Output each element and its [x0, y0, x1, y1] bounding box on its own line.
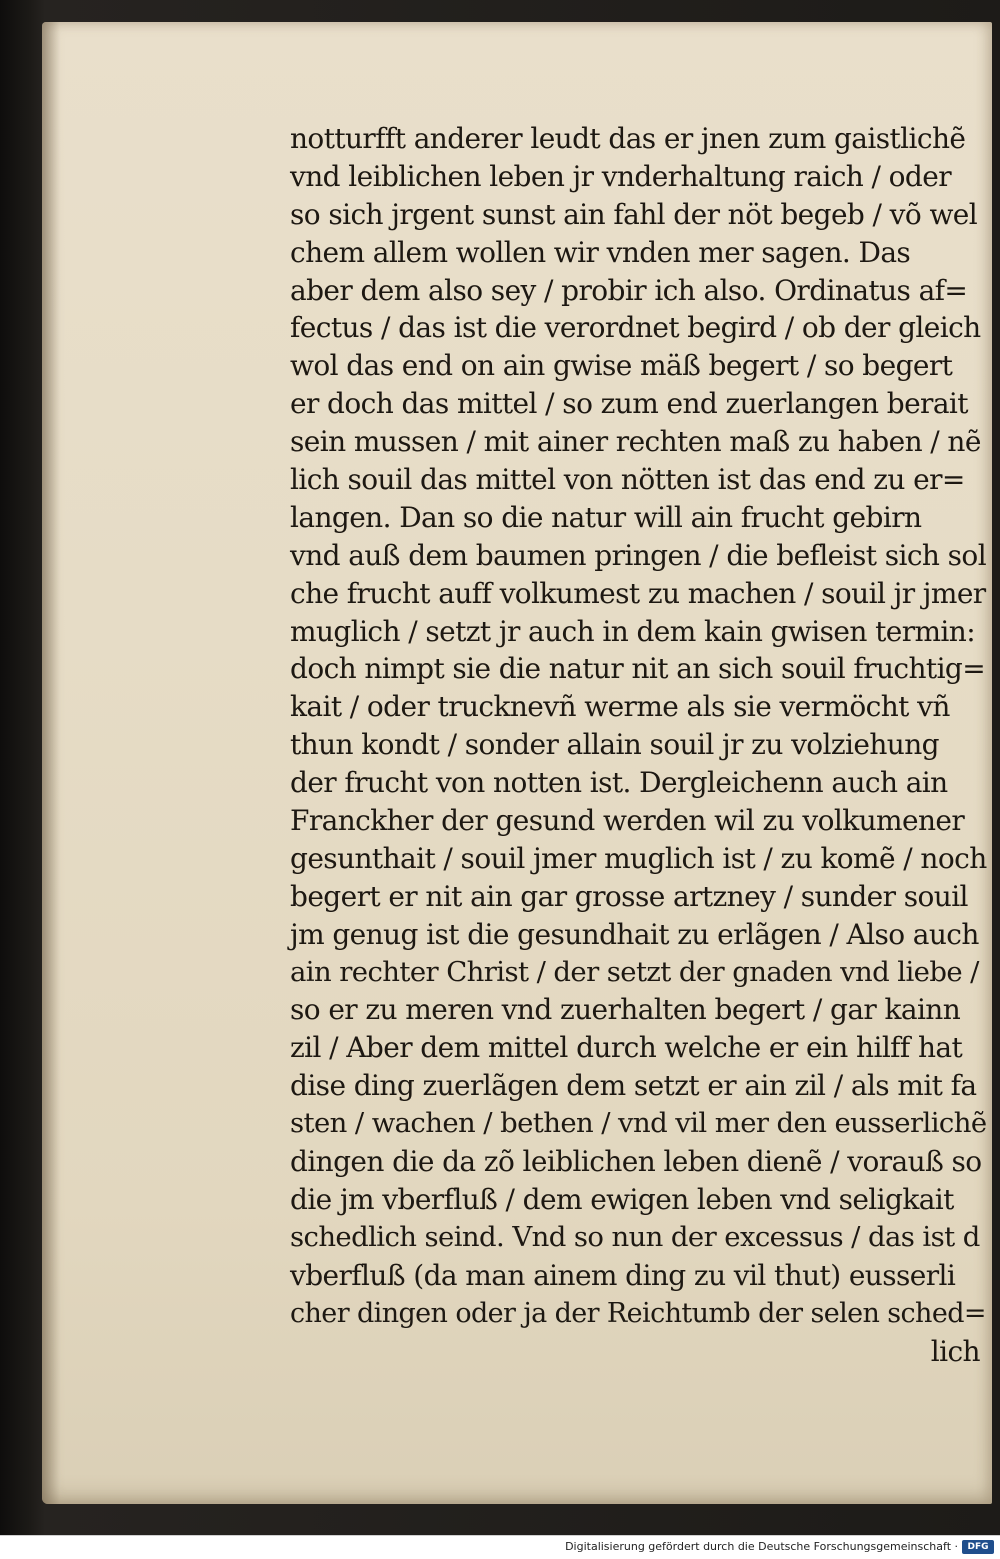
text-line: jm genug ist die gesundhait zu erlãgen / Also auch: [290, 917, 979, 951]
page-text: [290, 120, 990, 1370]
text-line: sein mussen / mit ainer rechten maß zu haben / nẽ: [290, 425, 981, 459]
text-line: chem allem wollen wir vnden mer sagen. Das: [290, 235, 911, 269]
text-line: langen. Dan so die natur will ain frucht gebirn: [290, 500, 922, 534]
text-line: muglich / setzt jr auch in dem kain gwisen termin:: [290, 614, 976, 648]
text-line: so er zu meren vnd zuerhalten begert / gar kainn: [290, 993, 961, 1027]
dfg-logo-icon: DFG: [962, 1540, 994, 1554]
footer-bar: [0, 1535, 1000, 1559]
text-line: die jm vberfluß / dem ewigen leben vnd seligkait: [290, 1182, 954, 1216]
text-line: der frucht von notten ist. Dergleichenn auch ain: [290, 766, 948, 800]
text-line: zil / Aber dem mittel durch welche er ein hilff hat: [290, 1031, 963, 1065]
funding-notice: Digitalisierung gefördert durch die Deutsche Forschungsgemeinschaft ·: [565, 1540, 958, 1553]
text-line: vnd auß dem baumen pringen / die befleist sich sol: [290, 538, 987, 572]
text-line: doch nimpt sie die natur nit an sich souil fruchtig=: [290, 652, 986, 686]
text-line: vnd leiblichen leben jr vnderhaltung raich / oder: [290, 159, 952, 193]
text-line: Franckher der gesund werden wil zu volkumener: [290, 804, 965, 838]
text-line: aber dem also sey / probir ich also. Ordinatus af=: [290, 273, 968, 307]
text-line: gesunthait / souil jmer muglich ist / zu komẽ / noch: [290, 841, 987, 875]
text-line: wol das end on ain gwise mäß begert / so begert: [290, 349, 953, 383]
text-line: ain rechter Christ / der setzt der gnaden vnd liebe /: [290, 955, 979, 988]
text-line: notturfft anderer leudt das er jnen zum gaistlichẽ: [290, 122, 966, 155]
text-line: so sich jrgent sunst ain fahl der nöt begeb / võ wel: [290, 197, 978, 231]
text-line: schedlich seind. Vnd so nun der excessus / das ist d: [290, 1220, 980, 1253]
catchword: lich: [930, 1334, 980, 1368]
text-line: er doch das mittel / so zum end zuerlangen berait: [290, 387, 968, 421]
text-line: cher dingen oder ja der Reichtumb der selen sched=: [290, 1297, 986, 1329]
text-line: che frucht auff volkumest zu machen / souil jr jmer: [290, 576, 986, 610]
text-line: kait / oder trucknevñ werme als sie vermöcht vñ: [290, 690, 950, 724]
text-line: sten / wachen / bethen / vnd vil mer den eusserlichẽ: [290, 1107, 987, 1140]
text-line: fectus / das ist die verordnet begird / ob der gleich: [290, 311, 981, 345]
text-line: begert er nit ain gar grosse artzney / sunder souil: [290, 879, 968, 913]
text-line: dingen die da zõ leiblichen leben dienẽ / vorauß so: [290, 1145, 982, 1179]
text-line: thun kondt / sonder allain souil jr zu volziehung: [290, 728, 939, 762]
text-line: lich souil das mittel von nötten ist das end zu er=: [290, 463, 965, 497]
text-line: vberfluß (da man ainem ding zu vil thut) eusserli: [290, 1258, 956, 1292]
book-page: [42, 22, 992, 1504]
text-line: dise ding zuerlãgen dem setzt er ain zil / als mit fa: [290, 1069, 977, 1103]
